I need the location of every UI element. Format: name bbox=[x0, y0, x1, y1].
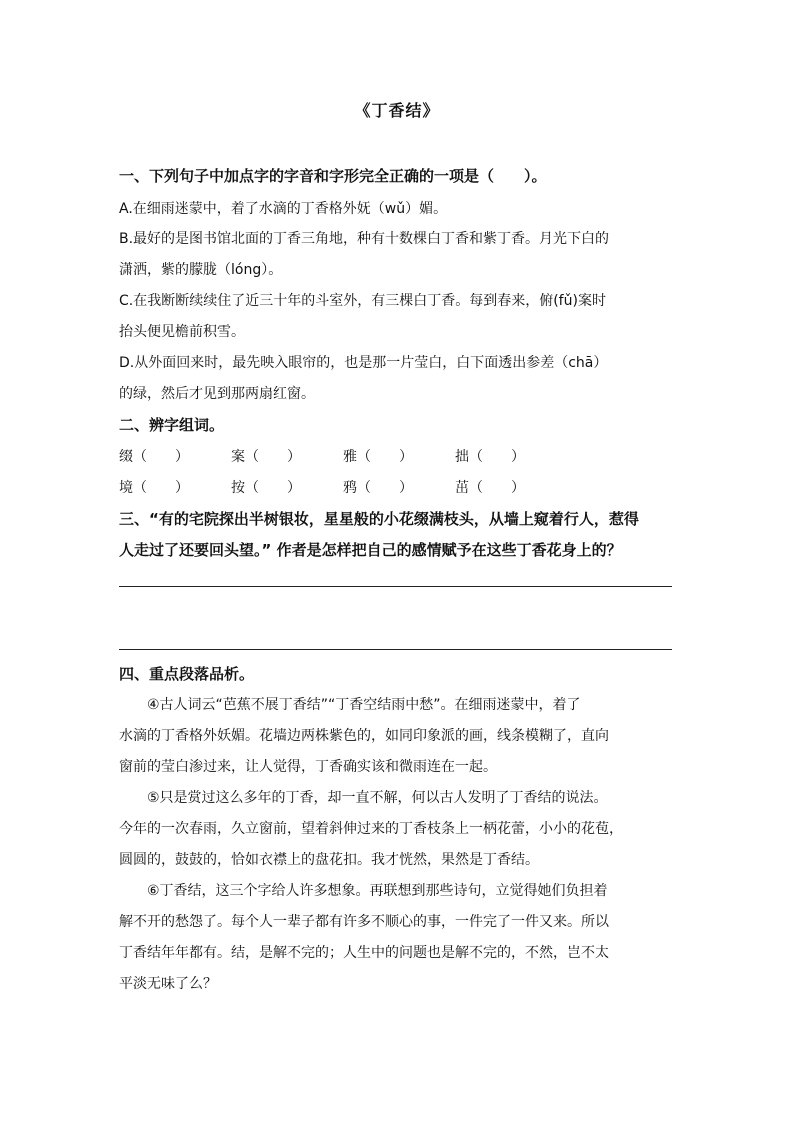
paragraph-5-line: 今年的一次春雨，久立窗前，望着斜伸过来的丁香枝条上一柄花蕾，小小的花苞， bbox=[119, 821, 623, 837]
word-item: 鸦（ ） bbox=[343, 480, 413, 496]
word-item: 按（ ） bbox=[231, 480, 301, 496]
option-c-line-1: C.在我断断续续住了近三十年的斗室外，有三棵白丁香。每到春来，俯(fǔ)案时 bbox=[119, 293, 606, 309]
paragraph-4-line: 窗前的莹白渗过来，让人觉得，丁香确实该和微雨连在一起。 bbox=[119, 759, 497, 775]
paragraph-5-line: ⑤只是赏过这么多年的丁香，却一直不解，何以古人发明了丁香结的说法。 bbox=[119, 790, 608, 806]
option-a: A.在细雨迷蒙中，着了水滴的丁香格外妩（wǔ）媚。 bbox=[119, 201, 448, 217]
option-b-line-2: 潇洒，紫的朦胧（lóng）。 bbox=[119, 262, 283, 278]
word-item: 境（ ） bbox=[119, 480, 189, 496]
paragraph-6-line: 丁香结年年都有。结，是解不完的；人生中的问题也是解不完的，不然，岂不太 bbox=[119, 945, 609, 961]
question-3-line-1: 三、“有的宅院探出半树银妆，星星般的小花缀满枝头，从墙上窥着行人，惹得 bbox=[119, 510, 639, 528]
document-title: 《丁香结》 bbox=[354, 101, 440, 120]
option-b-line-1: B.最好的是图书馆北面的丁香三角地，种有十数棵白丁香和紫丁香。月光下白的 bbox=[119, 231, 610, 247]
word-item: 缀（ ） bbox=[119, 449, 189, 465]
word-item: 拙（ ） bbox=[455, 449, 525, 465]
question-3-line-2: 人走过了还要回头望。” 作者是怎样把自己的感情赋予在这些丁香花身上的？ bbox=[119, 541, 622, 559]
paragraph-4-line: 水滴的丁香格外妖媚。花墙边两株紫色的，如同印象派的画，线条模糊了，直向 bbox=[119, 728, 609, 744]
paragraph-4-line: ④古人词云“芭蕉不展丁香结”“丁香空结雨中愁”。在细雨迷蒙中，着了 bbox=[119, 697, 581, 713]
word-item: 雅（ ） bbox=[343, 449, 413, 465]
question-4-heading: 四、重点段落品析。 bbox=[119, 665, 255, 683]
paragraph-5-line: 圆圆的，鼓鼓的，恰如衣襟上的盘花扣。我才恍然，果然是丁香结。 bbox=[119, 852, 539, 868]
paragraph-6-line: 平淡无味了么？ bbox=[119, 976, 217, 992]
question-2-heading: 二、辨字组词。 bbox=[119, 416, 225, 434]
option-c-line-2: 抬头便见檐前积雪。 bbox=[119, 324, 245, 340]
word-item: 案（ ） bbox=[231, 449, 301, 465]
word-item: 茁（ ） bbox=[455, 480, 525, 496]
answer-line bbox=[119, 649, 672, 650]
option-d-line-2: 的绿，然后才见到那两扇红窗。 bbox=[119, 386, 315, 402]
question-1-heading: 一、下列句子中加点字的字音和字形完全正确的一项是（ ）。 bbox=[119, 167, 547, 185]
paragraph-6-line: ⑥丁香结，这三个字给人许多想象。再联想到那些诗句，立觉得她们负担着 bbox=[119, 883, 608, 899]
option-d-line-1: D.从外面回来时，最先映入眼帘的，也是那一片莹白，白下面透出参差（chā） bbox=[119, 355, 608, 371]
paragraph-6-line: 解不开的愁怨了。每个人一辈子都有许多不顺心的事，一件完了一件又来。所以 bbox=[119, 914, 609, 930]
answer-line bbox=[119, 586, 672, 587]
